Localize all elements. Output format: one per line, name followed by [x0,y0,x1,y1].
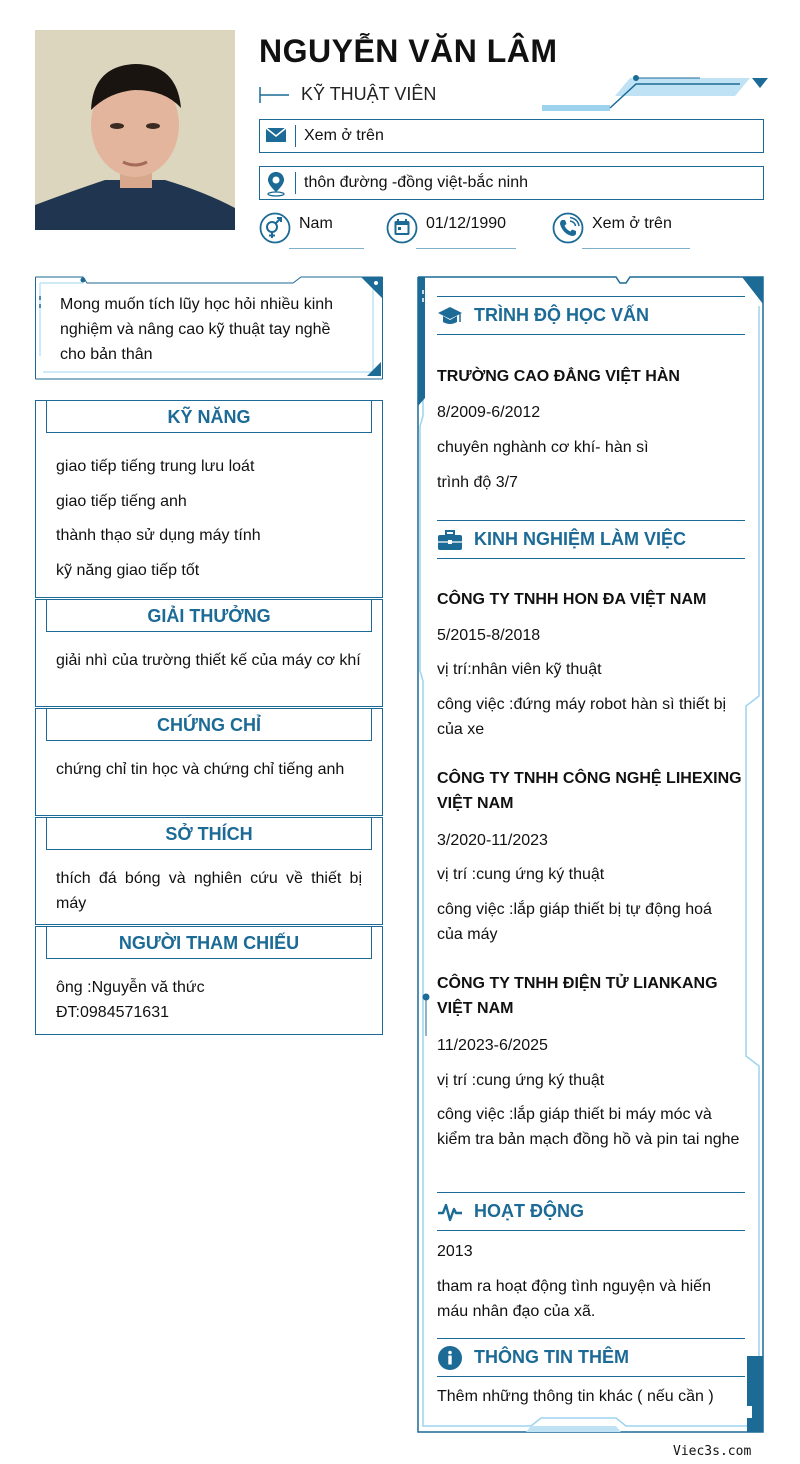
pulse-icon [437,1199,463,1225]
avatar [35,30,235,230]
phone-value: Xem ở trên [592,215,672,232]
envelope-icon [260,120,294,152]
job-position: vị trí:nhân viên kỹ thuật [437,661,602,678]
job-company: CÔNG TY TNHH HON ĐA VIỆT NAM [437,591,707,608]
calendar-icon [386,212,418,244]
hobbies-section [35,817,383,925]
job-title: KỸ THUẬT VIÊN [301,84,437,104]
activity-year: 2013 [437,1243,473,1260]
graduation-cap-icon [437,303,463,329]
education-level: trình độ 3/7 [437,474,518,491]
section-title: HOẠT ĐỘNG [474,1201,584,1221]
skills-section [35,400,383,598]
gender-info [259,212,364,252]
job-duty: công việc :lắp giáp thiết bị tự động hoá của máy [437,901,712,943]
section-title: TRÌNH ĐỘ HỌC VẤN [474,305,649,325]
hobbies-text: thích đá bóng và nghiên cứu về thiết bị máy [56,870,362,912]
reference-name: ông :Nguyễn vă thức [56,979,205,996]
objective-text: Mong muốn tích lũy học hỏi nhiều kinh nghiệm và nâng cao kỹ thuật tay nghề cho bản thân [60,296,334,363]
education-major: chuyên nghành cơ khí- hàn sì [437,439,649,456]
email-box [259,119,764,153]
job-company: CÔNG TY TNHH CÔNG NGHỆ LIHEXING VIỆT NAM [437,770,742,812]
job-position: vị trí :cung ứng ký thuật [437,1072,605,1089]
section-title: KỸ NĂNG [46,401,372,433]
job-duty: công việc :lắp giáp thiết bi máy móc và kiểm tra bản mạch đồng hồ và pin tai nghe [437,1106,740,1148]
activity-text: tham ra hoạt động tình nguyện và hiến máu nhân đạo của xã. [437,1278,711,1320]
skill-item: kỹ năng giao tiếp tốt [56,561,200,579]
location-pin-icon [260,167,294,199]
phone-icon [552,212,584,244]
experience-header [437,520,745,559]
site-watermark: Viec3s.com [673,1444,752,1459]
section-title: KINH NGHIỆM LÀM VIỆC [474,529,687,549]
activities-header [437,1192,745,1231]
phone-info [552,212,692,252]
birthday-info [386,212,516,252]
section-title: SỞ THÍCH [46,818,372,850]
additional-text: Thêm những thông tin khác ( nếu cần ) [437,1388,714,1405]
job-duty: công việc :đứng máy robot hàn sì thiết bị của xe [437,696,727,738]
education-period: 8/2009-6/2012 [437,404,541,421]
email-value: Xem ở trên [304,127,384,144]
reference-phone: ĐT:0984571631 [56,1004,169,1021]
candidate-name: NGUYỄN VĂN LÂM [259,33,558,69]
section-title: CHỨNG CHỈ [46,709,372,741]
address-box [259,166,764,200]
awards-text: giải nhì của trường thiết kế của máy cơ khí [56,652,361,669]
info-icon [437,1345,463,1371]
briefcase-icon [437,527,463,553]
skill-item: giao tiếp tiếng anh [56,492,187,510]
title-marker-icon [259,87,289,103]
header-decoration [540,74,770,114]
skill-item: giao tiếp tiếng trung lưu loát [56,458,255,475]
school-name: TRƯỜNG CAO ĐẲNG VIỆT HÀN [437,368,680,385]
job-period: 5/2015-8/2018 [437,627,541,644]
education-header [437,296,745,335]
skill-item: thành thạo sử dụng máy tính [56,527,261,544]
gender-icon [259,212,291,244]
job-period: 3/2020-11/2023 [437,832,548,849]
additional-header [437,1338,745,1377]
section-title: NGƯỜI THAM CHIẾU [46,927,372,959]
certificates-text: chứng chỉ tin học và chứng chỉ tiếng anh [56,761,345,778]
certificates-section [35,708,383,816]
address-value: thôn đường -đồng việt-bắc ninh [304,174,529,191]
section-title: GIẢI THƯỞNG [46,600,372,632]
awards-section [35,599,383,707]
references-section [35,926,383,1035]
gender-value: Nam [299,215,333,232]
section-title: THÔNG TIN THÊM [474,1347,629,1367]
job-company: CÔNG TY TNHH ĐIỆN TỬ LIANKANG VIỆT NAM [437,975,718,1017]
career-objective [35,276,383,380]
birthday-value: 01/12/1990 [426,215,507,232]
job-period: 11/2023-6/2025 [437,1037,548,1054]
job-position: vị trí :cung ứng ký thuật [437,866,605,883]
